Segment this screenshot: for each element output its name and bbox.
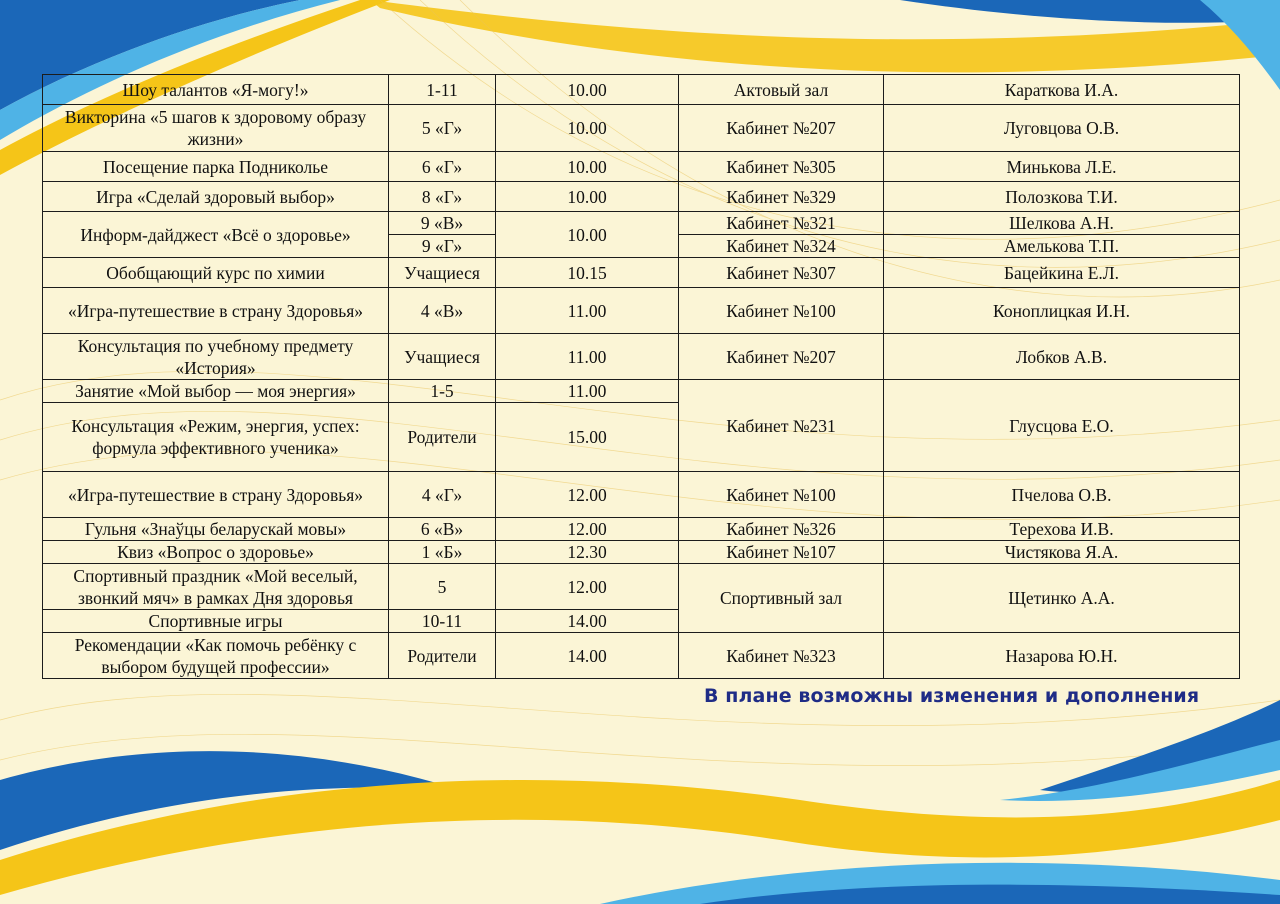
participants-cell: 1-11: [389, 75, 496, 105]
participants-cell: 9 «Г»: [389, 235, 496, 258]
location-cell: Кабинет №100: [679, 288, 884, 334]
participants-cell: 5 «Г»: [389, 105, 496, 152]
table-row: [43, 633, 1240, 679]
table-row: [43, 288, 1240, 334]
time-cell: 12.00: [496, 518, 679, 541]
event-cell: Консультация по учебному предмету «История»: [43, 334, 389, 380]
time-cell: 10.00: [496, 75, 679, 105]
participants-cell: 6 «В»: [389, 518, 496, 541]
event-cell: Посещение парка Подниколье: [43, 152, 389, 182]
time-cell: 10.00: [496, 212, 679, 258]
responsible-cell: Шелкова А.Н.: [884, 212, 1240, 235]
participants-cell: 8 «Г»: [389, 182, 496, 212]
responsible-cell: Назарова Ю.Н.: [884, 633, 1240, 679]
event-cell: Игра «Сделай здоровый выбор»: [43, 182, 389, 212]
location-cell: Кабинет №305: [679, 152, 884, 182]
time-cell: 10.15: [496, 258, 679, 288]
location-cell: Кабинет №231: [679, 380, 884, 472]
time-cell: 12.30: [496, 541, 679, 564]
location-cell: Кабинет №321: [679, 212, 884, 235]
table-row: [43, 258, 1240, 288]
time-cell: 12.00: [496, 472, 679, 518]
responsible-cell: Полозкова Т.И.: [884, 182, 1240, 212]
event-cell: «Игра-путешествие в страну Здоровья»: [43, 472, 389, 518]
responsible-cell: Щетинко А.А.: [884, 564, 1240, 633]
table-row: [43, 334, 1240, 380]
time-cell: 14.00: [496, 633, 679, 679]
event-cell: Спортивные игры: [43, 610, 389, 633]
responsible-cell: Коноплицкая И.Н.: [884, 288, 1240, 334]
table-row: [43, 212, 1240, 235]
responsible-cell: Лобков А.В.: [884, 334, 1240, 380]
responsible-cell: Чистякова Я.А.: [884, 541, 1240, 564]
event-cell: Квиз «Вопрос о здоровье»: [43, 541, 389, 564]
time-cell: 12.00: [496, 564, 679, 610]
responsible-cell: Терехова И.В.: [884, 518, 1240, 541]
time-cell: 14.00: [496, 610, 679, 633]
location-cell: Кабинет №100: [679, 472, 884, 518]
participants-cell: Учащиеся: [389, 258, 496, 288]
responsible-cell: Пчелова О.В.: [884, 472, 1240, 518]
table-row: [43, 564, 1240, 610]
participants-cell: Родители: [389, 403, 496, 472]
time-cell: 10.00: [496, 182, 679, 212]
participants-cell: 6 «Г»: [389, 152, 496, 182]
table-row: [43, 518, 1240, 541]
responsible-cell: Амелькова Т.П.: [884, 235, 1240, 258]
location-cell: Кабинет №326: [679, 518, 884, 541]
event-cell: Консультация «Режим, энергия, успех: формула эффективного ученика»: [43, 403, 389, 472]
event-cell: Занятие «Мой выбор — моя энергия»: [43, 380, 389, 403]
event-cell: Информ-дайджест «Всё о здоровье»: [43, 212, 389, 258]
table-row: [43, 182, 1240, 212]
responsible-cell: Бацейкина Е.Л.: [884, 258, 1240, 288]
time-cell: 11.00: [496, 288, 679, 334]
participants-cell: 1-5: [389, 380, 496, 403]
location-cell: Кабинет №329: [679, 182, 884, 212]
event-cell: Обобщающий курс по химии: [43, 258, 389, 288]
participants-cell: 5: [389, 564, 496, 610]
plan-changes-note: В плане возможны изменения и дополнения: [704, 685, 1200, 707]
time-cell: 10.00: [496, 152, 679, 182]
event-cell: Рекомендации «Как помочь ребёнку с выбором будущей профессии»: [43, 633, 389, 679]
responsible-cell: Луговцова О.В.: [884, 105, 1240, 152]
event-cell: «Игра-путешествие в страну Здоровья»: [43, 288, 389, 334]
event-cell: Гульня «Знаўцы беларускай мовы»: [43, 518, 389, 541]
location-cell: Кабинет №107: [679, 541, 884, 564]
responsible-cell: Минькова Л.Е.: [884, 152, 1240, 182]
event-cell: Шоу талантов «Я-могу!»: [43, 75, 389, 105]
location-cell: Кабинет №307: [679, 258, 884, 288]
time-cell: 10.00: [496, 105, 679, 152]
event-cell: Викторина «5 шагов к здоровому образу жизни»: [43, 105, 389, 152]
table-row: [43, 380, 1240, 403]
location-cell: Актовый зал: [679, 75, 884, 105]
participants-cell: 4 «В»: [389, 288, 496, 334]
table-row: [43, 105, 1240, 152]
location-cell: Кабинет №207: [679, 334, 884, 380]
location-cell: Кабинет №324: [679, 235, 884, 258]
table-row: [43, 75, 1240, 105]
participants-cell: Родители: [389, 633, 496, 679]
participants-cell: 1 «Б»: [389, 541, 496, 564]
location-cell: Кабинет №207: [679, 105, 884, 152]
location-cell: Спортивный зал: [679, 564, 884, 633]
participants-cell: 9 «В»: [389, 212, 496, 235]
participants-cell: 10-11: [389, 610, 496, 633]
event-cell: Спортивный праздник «Мой веселый, звонкий мяч» в рамках Дня здоровья: [43, 564, 389, 610]
event-schedule-table: [42, 74, 1240, 679]
table-row: [43, 541, 1240, 564]
responsible-cell: Глусцова Е.О.: [884, 380, 1240, 472]
responsible-cell: Караткова И.А.: [884, 75, 1240, 105]
table-row: [43, 152, 1240, 182]
time-cell: 11.00: [496, 380, 679, 403]
location-cell: Кабинет №323: [679, 633, 884, 679]
participants-cell: 4 «Г»: [389, 472, 496, 518]
participants-cell: Учащиеся: [389, 334, 496, 380]
time-cell: 15.00: [496, 403, 679, 472]
time-cell: 11.00: [496, 334, 679, 380]
table-row: [43, 472, 1240, 518]
